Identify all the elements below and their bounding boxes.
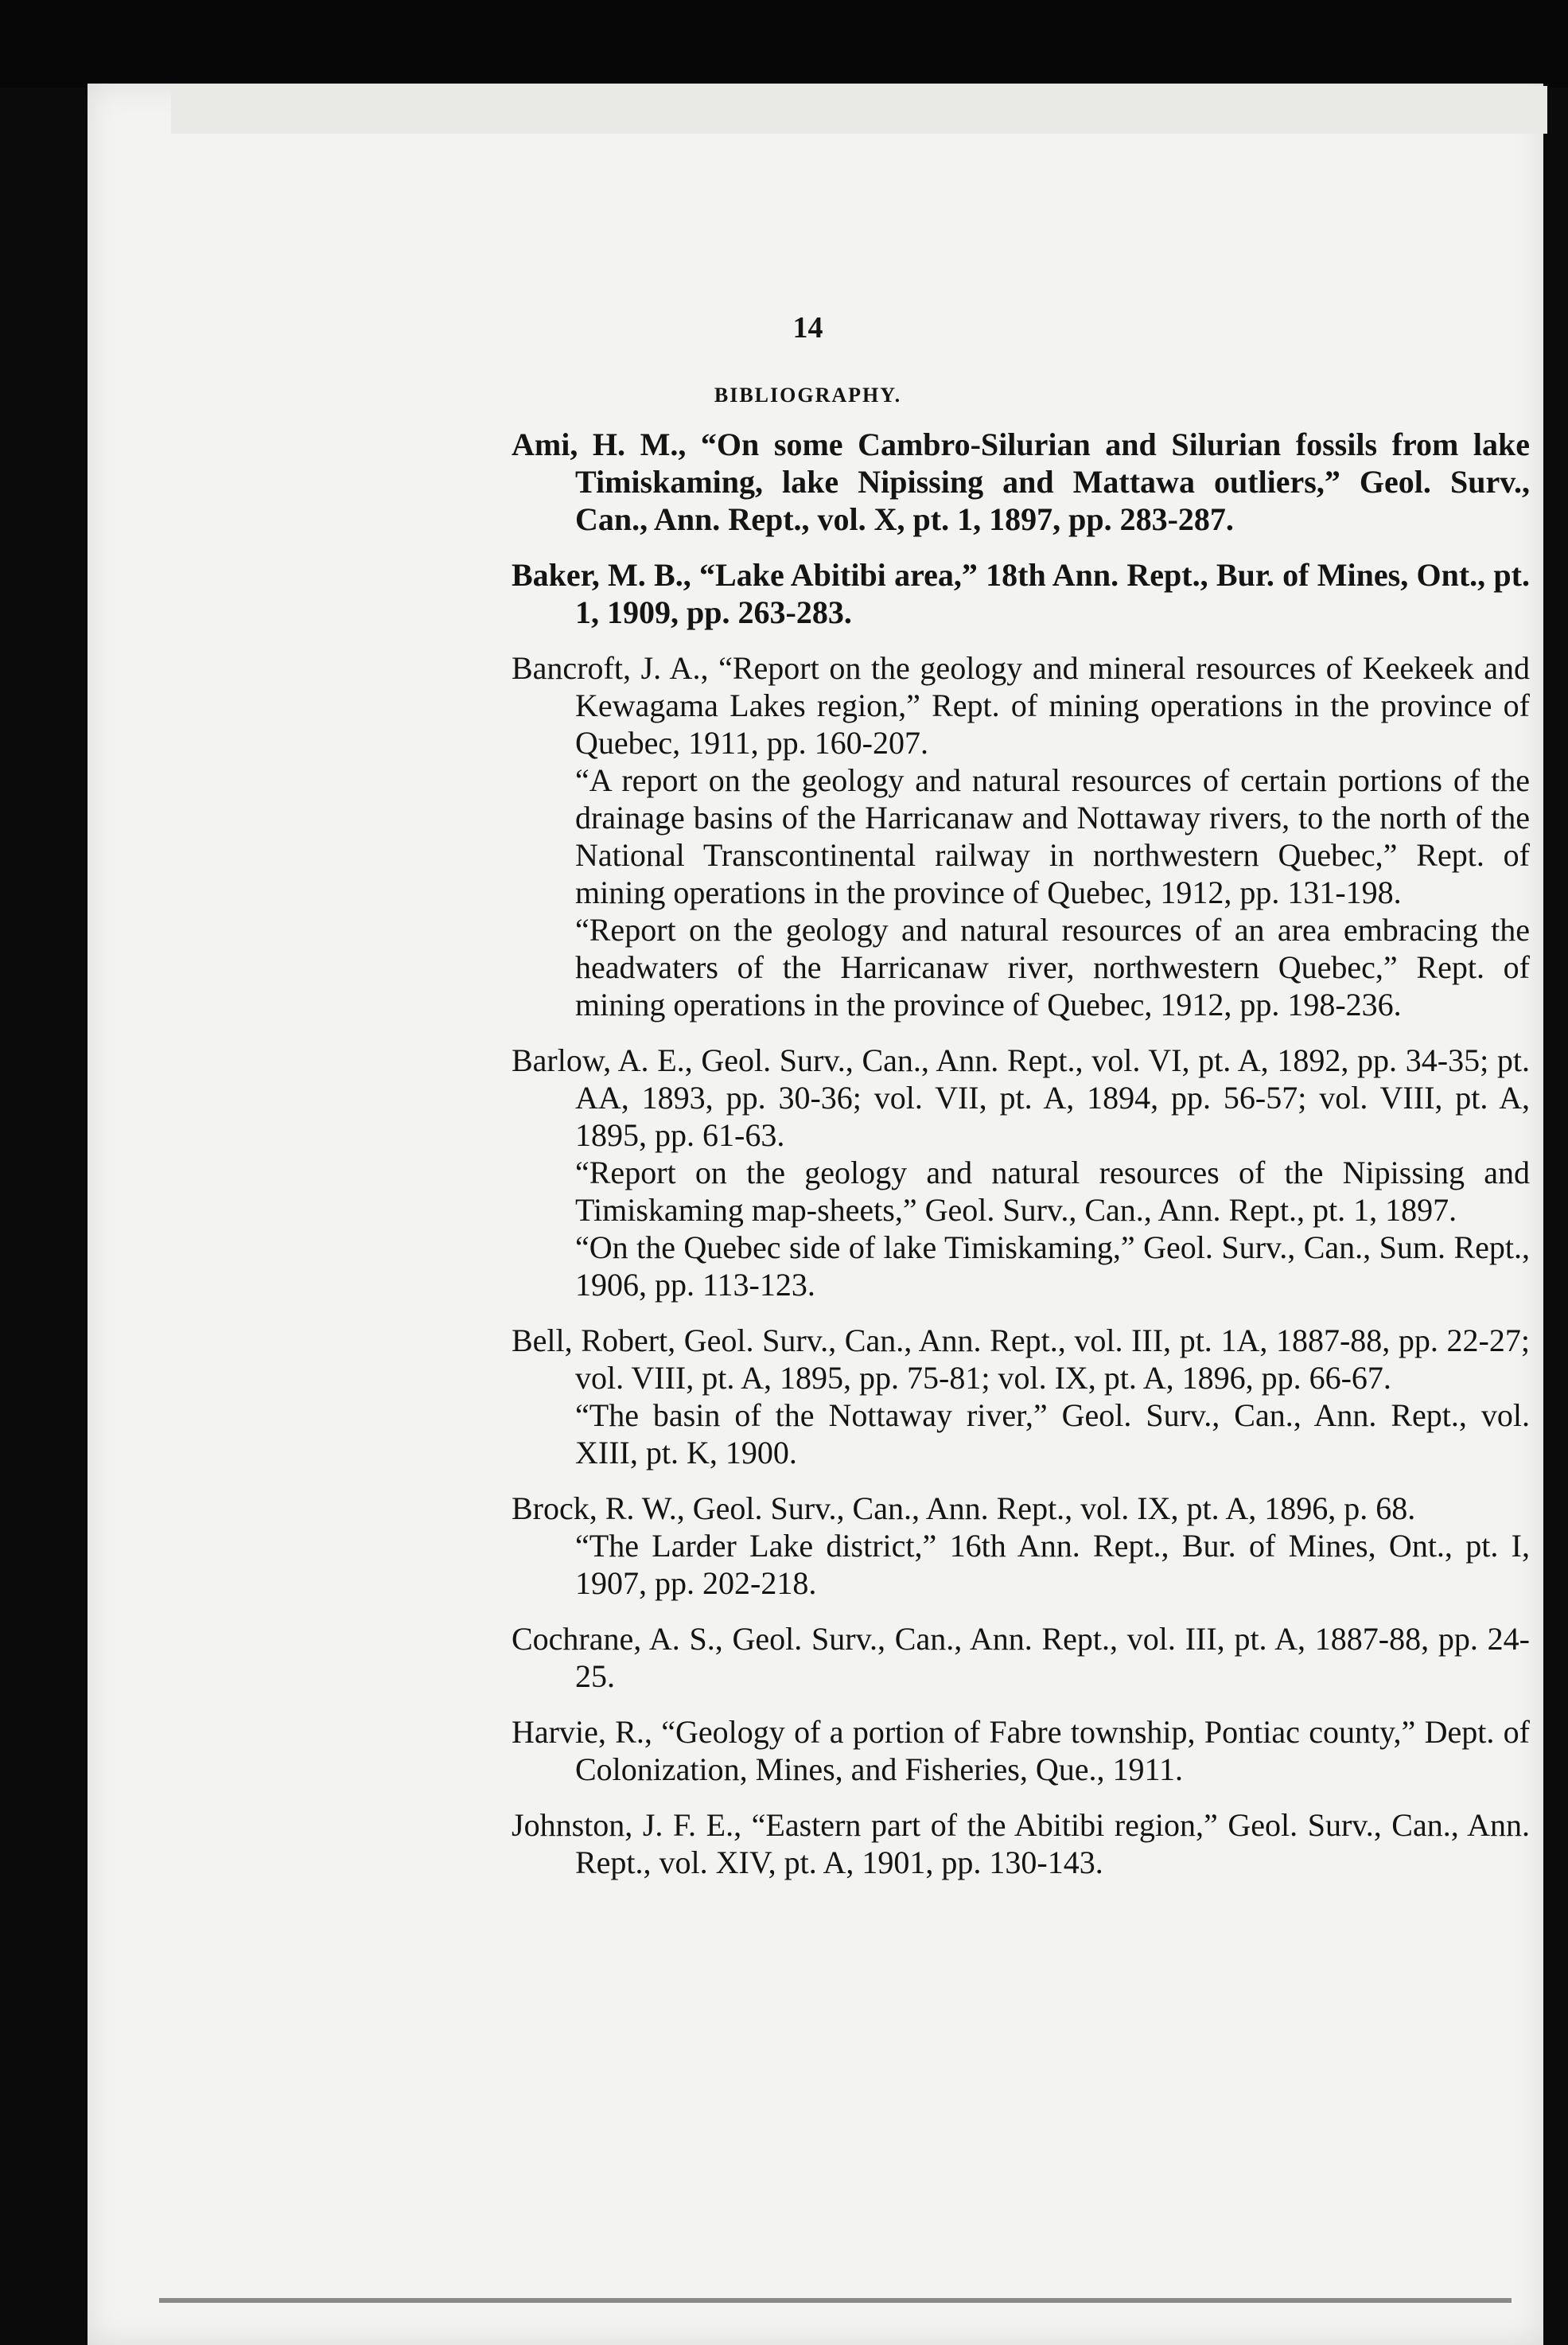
entry-additional-reference: “The basin of the Nottaway river,” Geol. Surv., Can., Ann. Rept., vol. XIII, pt. K, 1900. <box>575 1397 1530 1470</box>
entry-citation: Bell, Robert, Geol. Surv., Can., Ann. Rept., vol. III, pt. 1A, 1887-88, pp. 22-27; vol. VIII, pt. A, 1895, pp. 75-81; vol. IX, pt. A, 1896, pp. 66-67. <box>512 1322 1530 1396</box>
paper-edge <box>171 86 1547 134</box>
entry-citation: Baker, M. B., “Lake Abitibi area,” 18th Ann. Rept., Bur. of Mines, Ont., pt. 1, 1909, pp. 263-283. <box>512 557 1530 630</box>
entry-citation: Barlow, A. E., Geol. Surv., Can., Ann. Rept., vol. VI, pt. A, 1892, pp. 34-35; pt. AA, 1893, pp. 30-36; vol. VII, pt. A, 1894, pp. 56-57; vol. VIII, pt. A, 1895, pp. 61-63. <box>512 1042 1530 1153</box>
bibliography-entry <box>512 1620 1530 1695</box>
bibliography-entry <box>512 1042 1530 1303</box>
entry-citation: Bancroft, J. A., “Report on the geology and mineral resources of Keekeek and Kewagama Lakes region,” Rept. of mining operations in the province of Quebec, 1911, pp. 160-207. <box>512 650 1530 761</box>
entry-additional-reference: “The Larder Lake district,” 16th Ann. Rept., Bur. of Mines, Ont., pt. I, 1907, pp. 202-218. <box>575 1528 1530 1601</box>
scan-border <box>0 0 1568 88</box>
bottom-rule <box>159 2298 1512 2303</box>
page-number: 14 <box>792 311 823 345</box>
entry-citation: Johnston, J. F. E., “Eastern part of the Abitibi region,” Geol. Surv., Can., Ann. Rept., vol. XIV, pt. A, 1901, pp. 130-143. <box>512 1807 1530 1880</box>
entry-additional-reference: “Report on the geology and natural resources of an area embracing the headwaters of the Harricanaw river, northwestern Quebec,” Rept. of mining operations in the province of Quebec, 1912, pp. 198-236. <box>575 912 1530 1023</box>
entry-additional-reference: “Report on the geology and natural resources of the Nipissing and Timiskaming map-sheets,” Geol. Surv., Can., Ann. Rept., pt. 1, 1897. <box>575 1155 1530 1228</box>
entry-additional-reference: “A report on the geology and natural resources of certain portions of the drainage basins of the Harricanaw and Nottaway rivers, to the north of the National Transcontinental railway in northwestern Quebec,” Rept. of mining operations in the province of Quebec, 1912, pp. 131-198. <box>575 762 1530 910</box>
bibliography-entry <box>512 649 1530 1023</box>
entry-citation: Harvie, R., “Geology of a portion of Fabre township, Pontiac county,” Dept. of Colonization, Mines, and Fisheries, Que., 1911. <box>512 1714 1530 1787</box>
bibliography-entry <box>512 1713 1530 1788</box>
entry-citation: Ami, H. M., “On some Cambro-Silurian and Silurian fossils from lake Timiskaming, lake Nipissing and Mattawa outliers,” Geol. Surv., Can., Ann. Rept., vol. X, pt. 1, 1897, pp. 283-287. <box>512 427 1530 537</box>
bibliography-entry <box>512 1806 1530 1881</box>
page-title: BIBLIOGRAPHY. <box>714 384 902 407</box>
entry-citation: Cochrane, A. S., Geol. Surv., Can., Ann. Rept., vol. III, pt. A, 1887-88, pp. 24-25. <box>512 1621 1530 1694</box>
bibliography-entry <box>512 426 1530 538</box>
bibliography-entry <box>512 1322 1530 1471</box>
entry-additional-reference: “On the Quebec side of lake Timiskaming,” Geol. Surv., Can., Sum. Rept., 1906, pp. 113-123. <box>575 1229 1530 1303</box>
bibliography-list <box>512 426 1530 1899</box>
bibliography-entry <box>512 556 1530 631</box>
bibliography-entry <box>512 1490 1530 1602</box>
entry-citation: Brock, R. W., Geol. Surv., Can., Ann. Rept., vol. IX, pt. A, 1896, p. 68. <box>512 1490 1416 1526</box>
